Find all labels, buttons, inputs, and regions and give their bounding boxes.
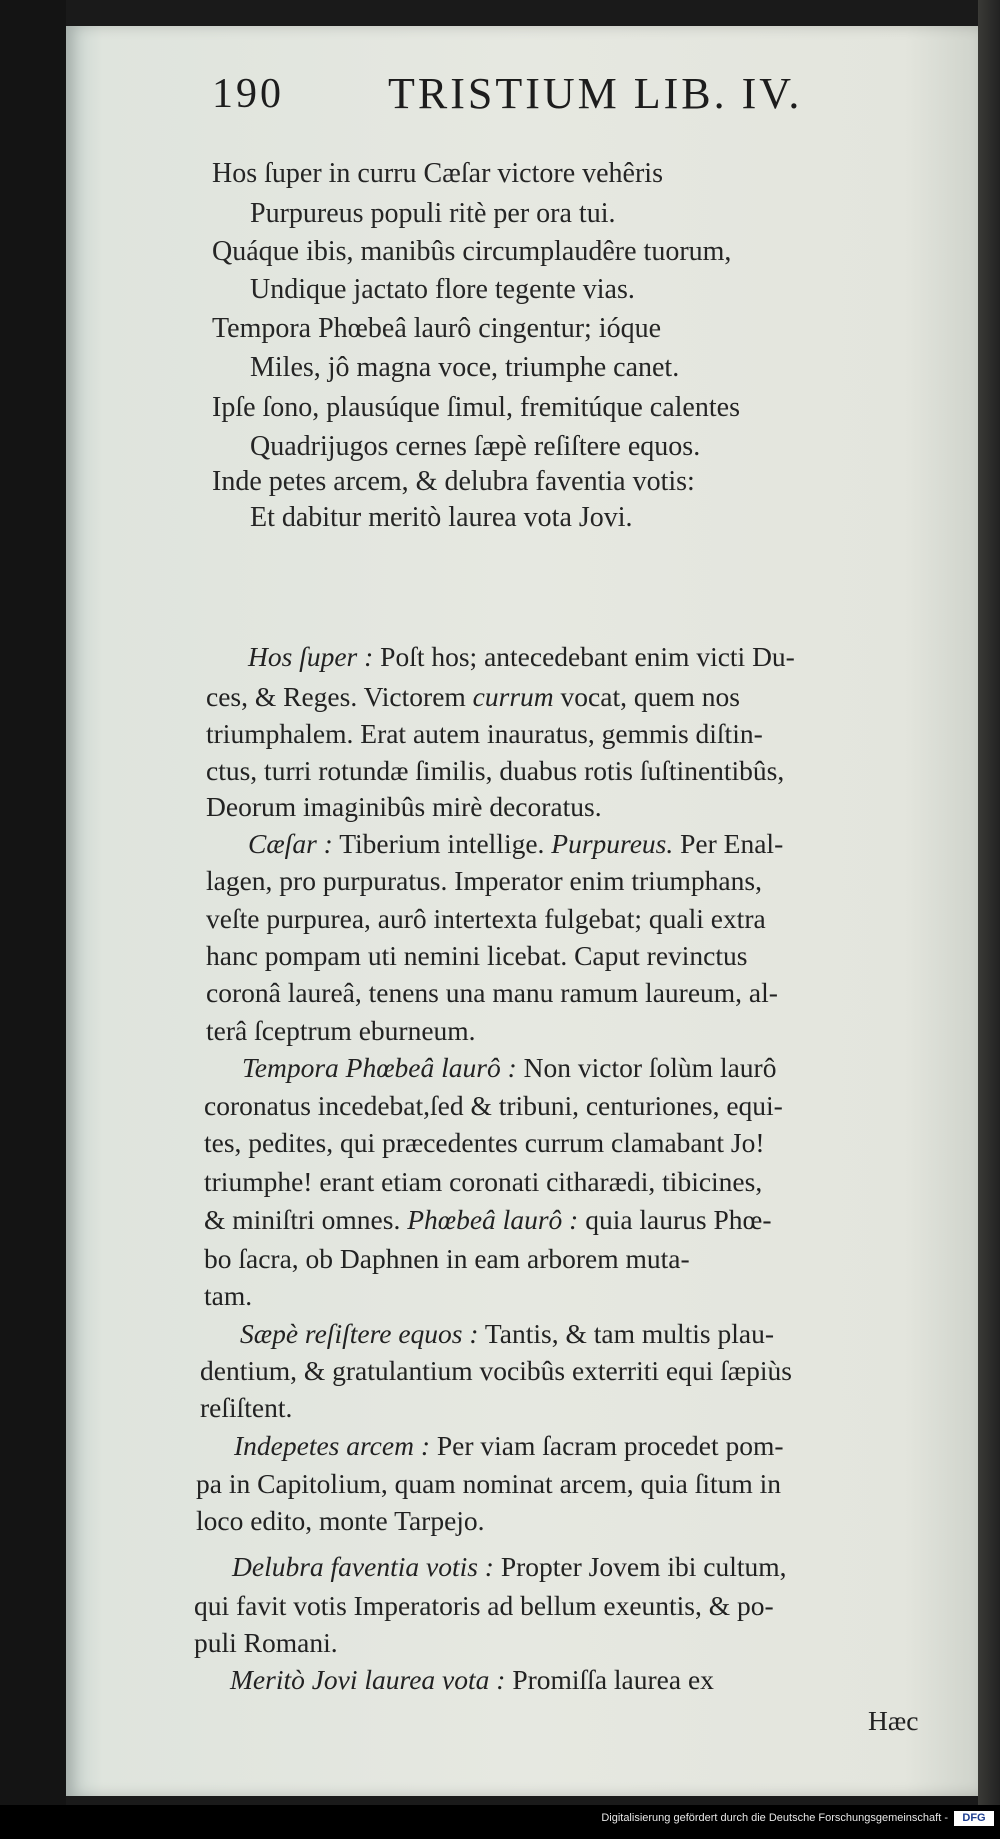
commentary-line: Deorum imaginibûs mirè decoratus. — [206, 791, 602, 822]
poem-line: Ipſe ſono, plausúque ſimul, fremitúque calentes — [212, 392, 740, 423]
lemma: Delubra faventia votis : — [232, 1551, 494, 1582]
poem-line: Miles, jô magna voce, triumphe canet. — [250, 352, 680, 383]
catchword: Hæc — [868, 1705, 919, 1736]
poem-line: Inde petes arcem, & delubra faventia votis: — [212, 466, 695, 497]
commentary-line: tam. — [204, 1280, 253, 1311]
scan-background-left — [0, 0, 66, 1805]
commentary-line: triumphe! erant etiam coronati citharædi, tibicines, — [204, 1166, 763, 1197]
commentary-line: terâ ſceptrum eburneum. — [206, 1015, 476, 1046]
lemma: Tempora Phœbeâ laurô : — [242, 1052, 517, 1083]
commentary-line: lagen, pro purpuratus. Imperator enim triumphans, — [206, 865, 762, 896]
dfg-logo: DFG — [954, 1811, 994, 1826]
commentary-line: Meritò Jovi laurea vota : Promiſſa laurea ex — [230, 1664, 714, 1695]
commentary-line: Tempora Phœbeâ laurô : Non victor ſolùm laurô — [242, 1052, 777, 1083]
lemma: Indepetes arcem : — [234, 1430, 430, 1461]
commentary-line: coronâ laureâ, tenens una manu ramum laureum, al- — [206, 977, 778, 1008]
commentary-line: Hos ſuper : Poſt hos; antecedebant enim victi Du- — [248, 641, 795, 672]
commentary-line: Cæſar : Tiberium intellige. Purpureus. Per Enal- — [248, 828, 784, 859]
commentary-line: ctus, turri rotundæ ſimilis, duabus rotis ſuſtinentibûs, — [206, 755, 785, 786]
page-number: 190 — [212, 71, 284, 117]
lemma: Hos ſuper : — [248, 641, 374, 672]
scan-background-right — [978, 0, 1000, 1805]
poem-line: Hos ſuper in curru Cæſar victore vehêris — [212, 158, 663, 189]
commentary-line: bo ſacra, ob Daphnen in eam arborem muta- — [204, 1243, 690, 1274]
poem-line: Quáque ibis, manibûs circumplaudêre tuorum, — [212, 236, 732, 267]
commentary-line: Sæpè reſiſtere equos : Tantis, & tam multis plau- — [240, 1318, 774, 1349]
lemma: Sæpè reſiſtere equos : — [240, 1318, 479, 1349]
running-title: TRISTIUM LIB. IV. — [388, 69, 803, 118]
commentary-line: dentium, & gratulantium vocibûs exterriti equi ſæpiùs — [200, 1355, 792, 1386]
poem-line: Et dabitur meritò laurea vota Jovi. — [250, 502, 633, 533]
poem-line: Undique jactato flore tegente vias. — [250, 274, 635, 305]
poem-line: Tempora Phœbeâ laurô cingentur; ióque — [212, 313, 662, 344]
commentary-line: coronatus incedebat,ſed & tribuni, centuriones, equi- — [204, 1090, 783, 1121]
commentary-line: ces, & Reges. Victorem currum vocat, quem nos — [206, 681, 741, 712]
commentary-line: Delubra faventia votis : Propter Jovem ibi cultum, — [232, 1551, 787, 1582]
commentary-line: puli Romani. — [194, 1627, 338, 1658]
commentary-line: & miniſtri omnes. Phœbeâ laurô : quia laurus Phœ- — [204, 1204, 772, 1235]
poem-line: Quadrijugos cernes ſæpè reſiſtere equos. — [250, 431, 701, 462]
commentary-line: hanc pompam uti nemini licebat. Caput revinctus — [206, 940, 748, 971]
commentary-line: triumphalem. Erat autem inauratus, gemmis diſtin- — [206, 718, 763, 749]
lemma: Meritò Jovi laurea vota : — [230, 1664, 506, 1695]
commentary-line: veſte purpurea, aurô intertexta fulgebat; quali extra — [206, 903, 766, 934]
lemma: Cæſar : — [248, 828, 333, 859]
funding-credit: Digitalisierung gefördert durch die Deutsche Forschungsgemeinschaft - — [601, 1812, 948, 1824]
commentary-line: qui favit votis Imperatoris ad bellum exeuntis, & po- — [194, 1590, 774, 1621]
commentary-line: reſiſtent. — [200, 1392, 293, 1423]
lemma: Phœbeâ laurô : — [407, 1204, 579, 1235]
commentary-line: pa in Capitolium, quam nominat arcem, quia ſitum in — [196, 1468, 782, 1499]
commentary-line: loco edito, monte Tarpejo. — [196, 1505, 485, 1536]
poem-line: Purpureus populi ritè per ora tui. — [250, 198, 616, 229]
commentary-line: Indepetes arcem : Per viam ſacram procedet pom- — [234, 1430, 784, 1461]
commentary-line: tes, pedites, qui præcedentes currum clamabant Jo! — [204, 1127, 765, 1158]
